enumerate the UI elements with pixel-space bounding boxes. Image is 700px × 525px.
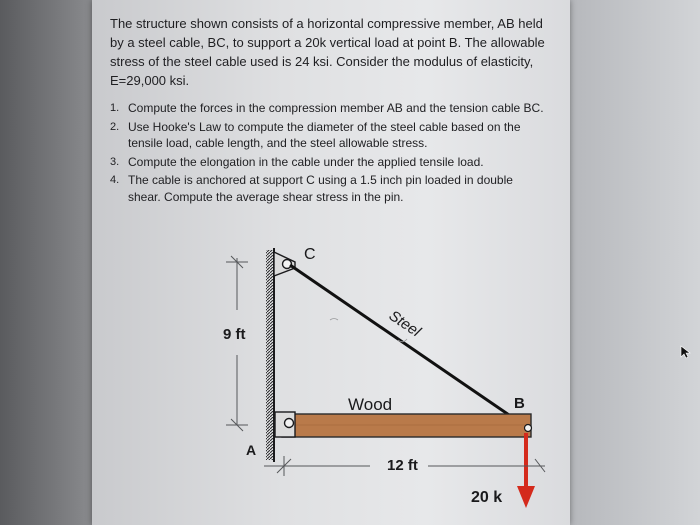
point-b-label: B: [514, 395, 525, 412]
task-number: 2.: [110, 120, 120, 133]
point-c-label: C: [304, 246, 316, 263]
wall-hatching: [266, 250, 273, 460]
height-label: 9 ft: [223, 326, 246, 343]
pin-support-a: [275, 412, 295, 437]
load-arrow: [517, 433, 535, 508]
task-number: 1.: [110, 102, 120, 114]
height-dimension: [226, 256, 248, 431]
task-text: Compute the elongation in the cable under the applied tensile load.: [128, 154, 484, 169]
pin-b: [525, 425, 532, 432]
problem-statement: The structure shown consists of a horizontal compressive member, AB held by a steel cable, BC, to support a 20k vertical load at point B. The allowable stress of the steel cable used is 24 ksi. Consider the modulus of elasticity, E=29,000 ksi.: [110, 16, 545, 88]
task-text: Use Hooke's Law to compute the diameter of the steel cable based on the tensile load, cable length, and the steel allowable stress.: [128, 119, 521, 150]
task-number: 3.: [110, 155, 120, 168]
steel-label: Steel: [385, 307, 424, 341]
length-label: 12 ft: [387, 457, 418, 474]
point-a-label: A: [246, 442, 257, 458]
pin-support-c: [274, 252, 295, 276]
wood-label: Wood: [348, 395, 393, 414]
load-label: 20 k: [471, 489, 503, 506]
task-text: The cable is anchored at support C using a 1.5 inch pin loaded in double shear. Compute the average shear stress in the pin.: [128, 173, 513, 204]
mouse-pointer-icon: [680, 345, 692, 359]
wood-beam: [282, 414, 531, 437]
paper-mark: [330, 319, 338, 321]
task-text: Compute the forces in the compression member AB and the tension cable BC.: [128, 101, 544, 115]
task-number: 4.: [110, 174, 120, 186]
steel-cable: [290, 265, 528, 428]
